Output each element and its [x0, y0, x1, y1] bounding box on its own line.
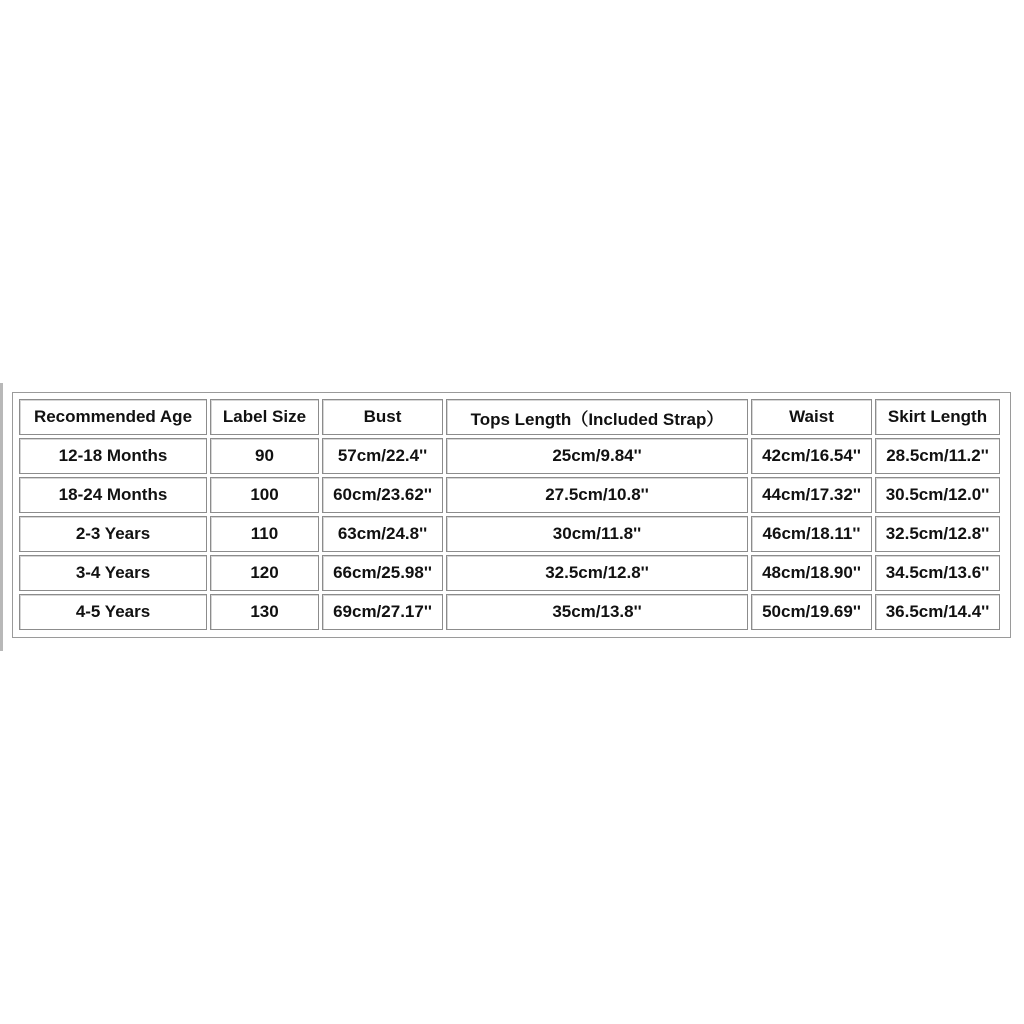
- cell-label-size: 130: [210, 594, 319, 630]
- cell-label-size: 90: [210, 438, 319, 474]
- cell-skirt-length: 30.5cm/12.0'': [875, 477, 1000, 513]
- cell-skirt-length: 34.5cm/13.6'': [875, 555, 1000, 591]
- cell-bust: 69cm/27.17'': [322, 594, 443, 630]
- table-row: [19, 438, 1000, 474]
- cell-recommended-age: 18-24 Months: [19, 477, 207, 513]
- cell-recommended-age: 3-4 Years: [19, 555, 207, 591]
- header-bust: Bust: [322, 399, 443, 435]
- cell-tops-length: 25cm/9.84'': [446, 438, 748, 474]
- cell-bust: 60cm/23.62'': [322, 477, 443, 513]
- cell-recommended-age: 2-3 Years: [19, 516, 207, 552]
- header-recommended-age: Recommended Age: [19, 399, 207, 435]
- header-skirt-length: Skirt Length: [875, 399, 1000, 435]
- cell-tops-length: 35cm/13.8'': [446, 594, 748, 630]
- size-chart-table: [16, 396, 1003, 633]
- cell-waist: 44cm/17.32'': [751, 477, 872, 513]
- left-edge-divider: [0, 383, 3, 651]
- cell-recommended-age: 4-5 Years: [19, 594, 207, 630]
- table-row: [19, 555, 1000, 591]
- cell-tops-length: 27.5cm/10.8'': [446, 477, 748, 513]
- header-waist: Waist: [751, 399, 872, 435]
- cell-tops-length: 32.5cm/12.8'': [446, 555, 748, 591]
- cell-waist: 42cm/16.54'': [751, 438, 872, 474]
- cell-label-size: 100: [210, 477, 319, 513]
- cell-bust: 66cm/25.98'': [322, 555, 443, 591]
- header-label-size: Label Size: [210, 399, 319, 435]
- cell-recommended-age: 12-18 Months: [19, 438, 207, 474]
- cell-tops-length: 30cm/11.8'': [446, 516, 748, 552]
- cell-bust: 57cm/22.4'': [322, 438, 443, 474]
- cell-waist: 46cm/18.11'': [751, 516, 872, 552]
- cell-waist: 50cm/19.69'': [751, 594, 872, 630]
- size-chart-frame: [12, 392, 1011, 638]
- cell-waist: 48cm/18.90'': [751, 555, 872, 591]
- cell-label-size: 110: [210, 516, 319, 552]
- header-row: [19, 399, 1000, 435]
- cell-skirt-length: 32.5cm/12.8'': [875, 516, 1000, 552]
- cell-label-size: 120: [210, 555, 319, 591]
- cell-bust: 63cm/24.8'': [322, 516, 443, 552]
- cell-skirt-length: 28.5cm/11.2'': [875, 438, 1000, 474]
- header-tops-length: Tops Length（Included Strap）: [446, 399, 748, 435]
- table-row: [19, 594, 1000, 630]
- table-row: [19, 477, 1000, 513]
- cell-skirt-length: 36.5cm/14.4'': [875, 594, 1000, 630]
- table-row: [19, 516, 1000, 552]
